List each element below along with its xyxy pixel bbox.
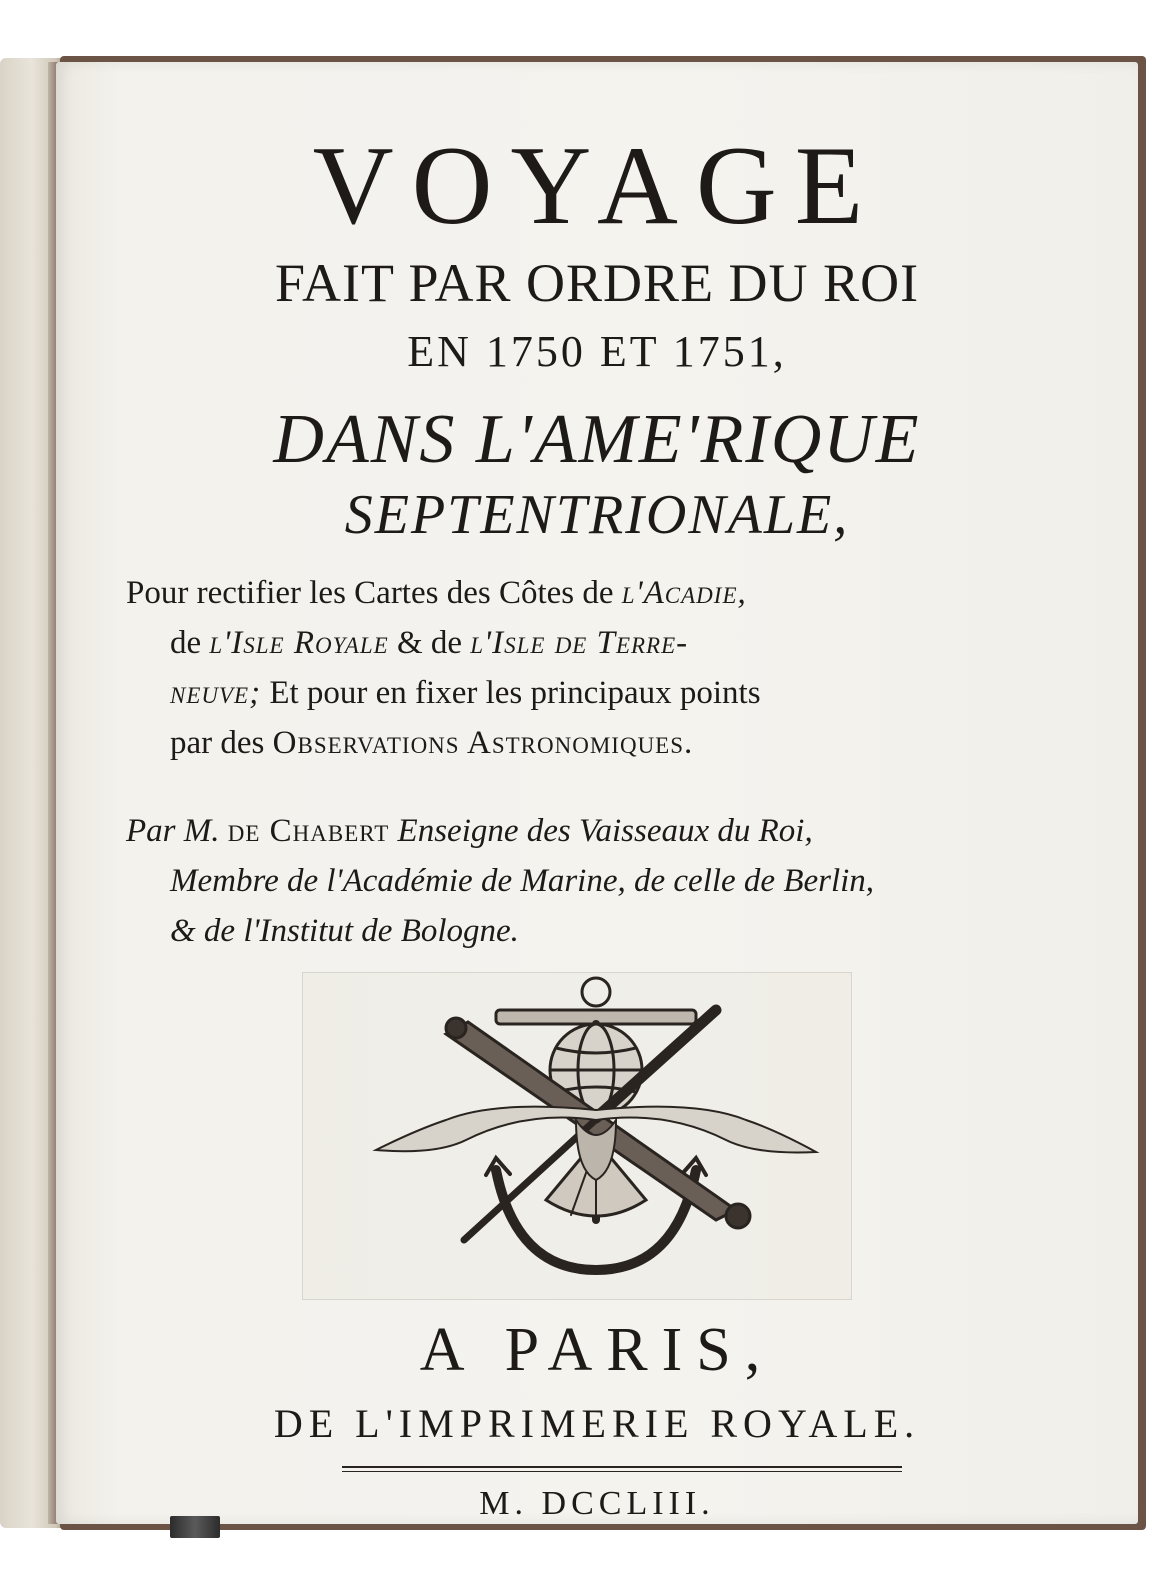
subtitle-line-3: DANS L'AME'RIQUE [273,401,921,478]
title-page [56,62,1138,1524]
imprint-press: DE L'IMPRIMERIE ROYALE. [273,1401,921,1446]
purpose-line-3: neuve; Et pour en fixer les principaux points [170,675,761,711]
author-line-2: Membre de l'Académie de Marine, de celle de Berlin, [170,863,875,899]
author-line-1: Par M. de Chabert Enseigne des Vaisseaux du Roi, [126,813,813,849]
purpose-line-2: de l'Isle Royale & de l'Isle de Terre- [170,625,689,661]
anchor-ring [582,978,610,1006]
bookmark-ribbon [170,1516,220,1538]
imprint-city: A PARIS, [419,1316,775,1384]
author-line-3: & de l'Institut de Bologne. [170,913,519,949]
purpose-paragraph [126,568,1056,768]
purpose-line-4: par des Observations Astronomiques. [170,725,694,761]
publication-date: M. DCCLIII. [479,1485,715,1522]
nautical-emblem-vignette [296,970,856,1290]
double-rule-bottom [342,1471,902,1472]
subtitle-line-4: SEPTENTRIONALE, [344,484,850,546]
subtitle-line-1: FAIT PAR ORDRE DU ROI [274,253,920,313]
author-paragraph [126,806,1056,956]
book-title: VOYAGE [312,124,882,248]
double-rule-top [342,1466,902,1468]
subtitle-line-2: EN 1750 ET 1751, [407,327,787,376]
purpose-line-1: Pour rectifier les Cartes des Côtes de l'Acadie, [126,575,747,611]
ribbon-left [376,1107,596,1152]
